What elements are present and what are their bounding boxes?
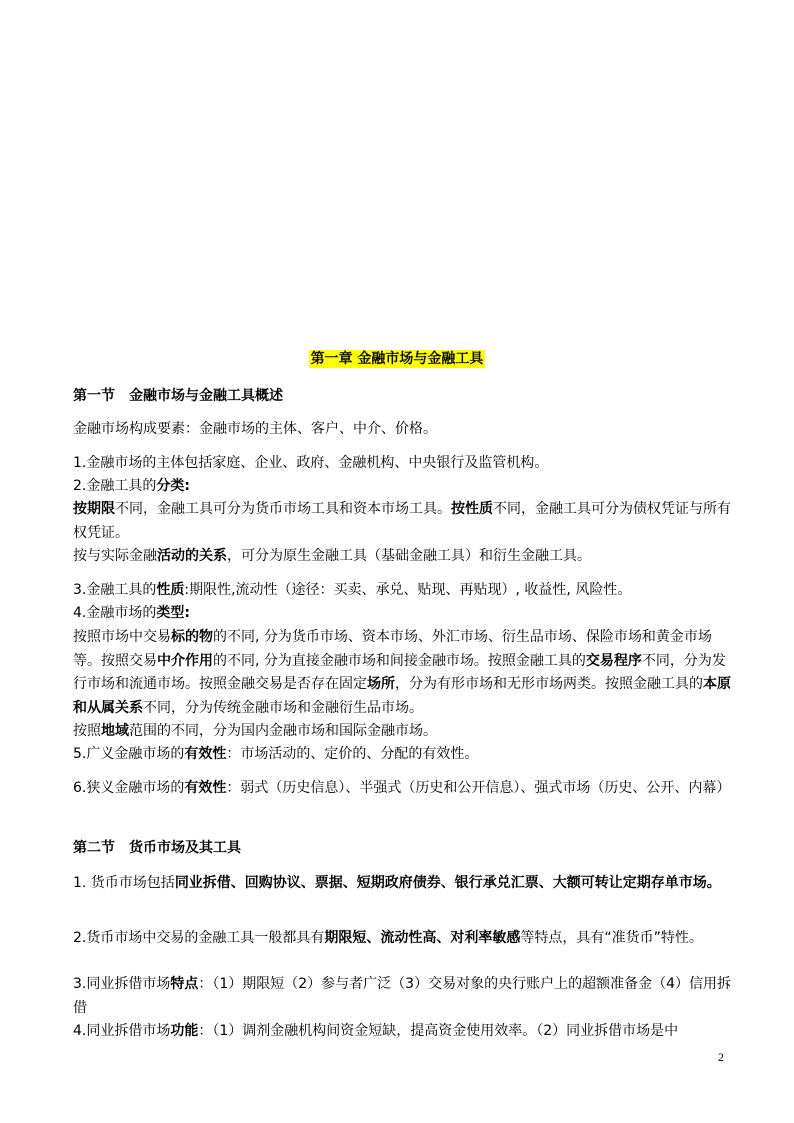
paragraph-3: 按期限不同，金融工具可分为货币市场工具和资本市场工具。按性质不同，金融工具可分为债权凭证与所有权凭证。 (73, 501, 731, 541)
paragraph-7: 按照市场中交易标的物的不同, 分为货币市场、资本市场、外汇市场、衍生品市场、保险市场和黄金市场等。按照交易中介作用的不同, 分为直接金融市场和间接金融市场。按照金融工具的交易程序不同，分为发行市场和流通市场。按照金融交易是否存在固定场所，分为有形市场和无形市场两类。按照金融工具的本原和从属关系不同，分为传统金融市场和金融衍生品市场。 (73, 629, 731, 716)
paragraph-s2-3: 3.同业拆借市场特点：（1）期限短（2）参与者广泛（3）交易对象的央行账户上的超额准备金（4）信用拆借 (73, 976, 731, 1016)
paragraph-9: 5.广义金融市场的有效性：市场活动的、定价的、分配的有效性。 (73, 746, 479, 762)
paragraph-8: 按照地域范围的不同，分为国内金融市场和国际金融市场。 (73, 723, 437, 739)
paragraph-s2-2: 2.货币市场中交易的金融工具一般都具有期限短、流动性高、对利率敏感等特点，具有“准货币”特性。 (73, 930, 703, 946)
paragraph-s2-1: 1. 货币市场包括同业拆借、回购协议、票据、短期政府债券、银行承兑汇票、大额可转让定期存单市场。 (73, 875, 721, 891)
paragraph-6: 4.金融市场的类型: (73, 605, 190, 621)
paragraph-10: 6.狭义金融市场的有效性：弱式（历史信息）、半强式（历史和公开信息）、强式市场（历史、公开、内幕） (73, 780, 731, 796)
paragraph-1: 1.金融市场的主体包括家庭、企业、政府、金融机构、中央银行及监管机构。 (73, 455, 549, 471)
paragraph-5: 3.金融工具的性质:期限性,流动性（途径：买卖、承兑、贴现、再贴现）, 收益性, 风险性。 (73, 582, 632, 598)
section-heading-2: 第二节 货币市场及其工具 (73, 840, 241, 856)
section-heading-1: 第一节 金融市场与金融工具概述 (73, 388, 283, 404)
paragraph-4: 按与实际金融活动的关系，可分为原生金融工具（基础金融工具）和衍生金融工具。 (73, 548, 591, 564)
paragraph-elements: 金融市场构成要素：金融市场的主体、客户、中介、价格。 (73, 421, 437, 437)
paragraph-s2-4: 4.同业拆借市场功能：（1）调剂金融机构间资金短缺，提高资金使用效率。（2）同业拆借市场是中 (73, 1023, 679, 1039)
page-number: 2 (718, 1050, 724, 1064)
chapter-title-text: 第一章 金融市场与金融工具 (310, 351, 484, 367)
paragraph-2: 2.金融工具的分类: (73, 478, 190, 494)
chapter-title (0, 349, 794, 369)
